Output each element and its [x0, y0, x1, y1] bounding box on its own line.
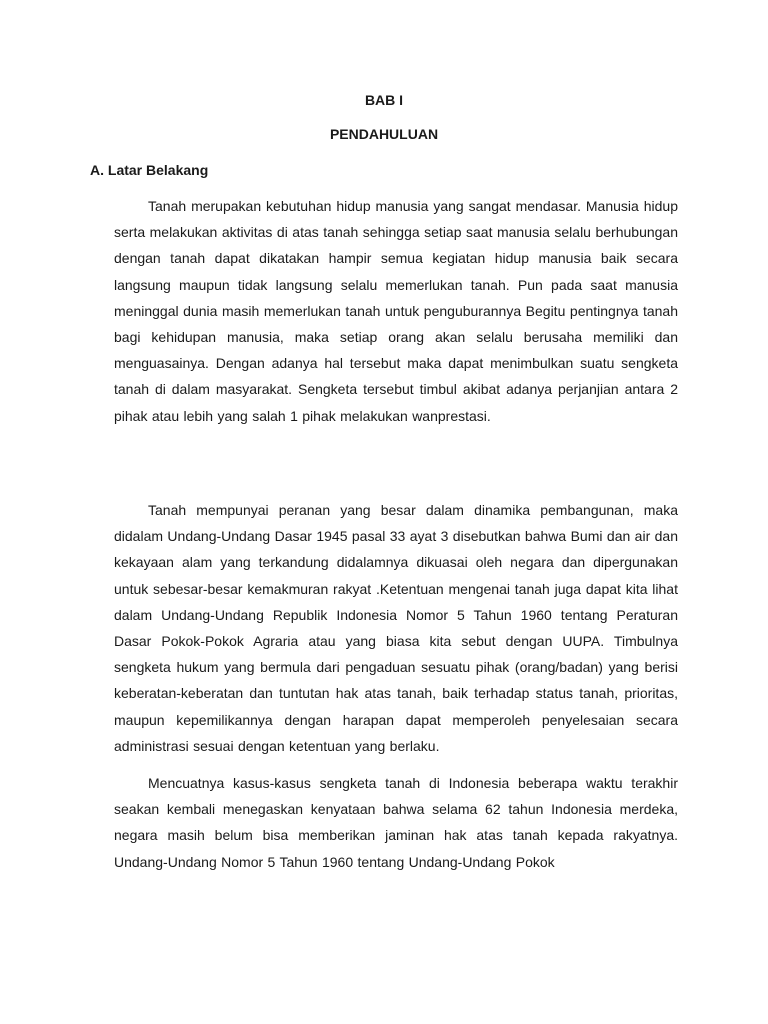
chapter-title: PENDAHULUAN — [329, 126, 439, 142]
body-paragraph: Tanah mempunyai peranan yang besar dalam dinamika pembangunan, maka didalam Undang-Undang Dasar 1945 pasal 33 ayat 3 disebutkan bahwa Bumi dan air dan kekayaan alam yang terkandung didalamnya dikuasai oleh negara dan dipergunakan untuk sebesar-besar kemakmuran rakyat .Ketentuan mengenai tanah juga dapat kita lihat dalam Undang-Undang Republik Indonesia Nomor 5 Tahun 1960 tentang Peraturan Dasar Pokok-Pokok Agraria atau yang biasa kita sebut dengan UUPA. Timbulnya sengketa hukum yang bermula dari pengaduan sesuatu pihak (orang/badan) yang berisi keberatan-keberatan dan tuntutan hak atas tanah, baik terhadap status tanah, prioritas, maupun kepemilikannya dengan harapan dapat memperoleh penyelesaian secara administrasi sesuai dengan ketentuan yang berlaku. — [114, 502, 678, 754]
chapter-number: BAB I — [364, 92, 404, 108]
body-paragraph: Tanah merupakan kebutuhan hidup manusia yang sangat mendasar. Manusia hidup serta melakukan aktivitas di atas tanah sehingga setiap saat manusia selalu berhubungan dengan tanah dapat dikatakan hampir semua kegiatan hidup manusia baik secara langsung maupun tidak langsung selalu memerlukan tanah. Pun pada saat manusia meninggal dunia masih memerlukan tanah untuk penguburannya Begitu pentingnya tanah bagi kehidupan manusia, maka setiap orang akan selalu berusaha memiliki dan menguasainya. Dengan adanya hal tersebut maka dapat menimbulkan suatu sengketa tanah di dalam masyarakat. Sengketa tersebut timbul akibat adanya perjanjian antara 2 pihak atau lebih yang salah 1 pihak melakukan wanprestasi. — [114, 198, 678, 424]
body-paragraph: Mencuatnya kasus-kasus sengketa tanah di Indonesia beberapa waktu terakhir seakan kembali menegaskan kenyataan bahwa selama 62 tahun Indonesia merdeka, negara masih belum bisa memberikan jaminan hak atas tanah kepada rakyatnya. Undang-Undang Nomor 5 Tahun 1960 tentang Undang-Undang Pokok — [114, 775, 678, 870]
section-heading: A. Latar Belakang — [90, 162, 209, 178]
